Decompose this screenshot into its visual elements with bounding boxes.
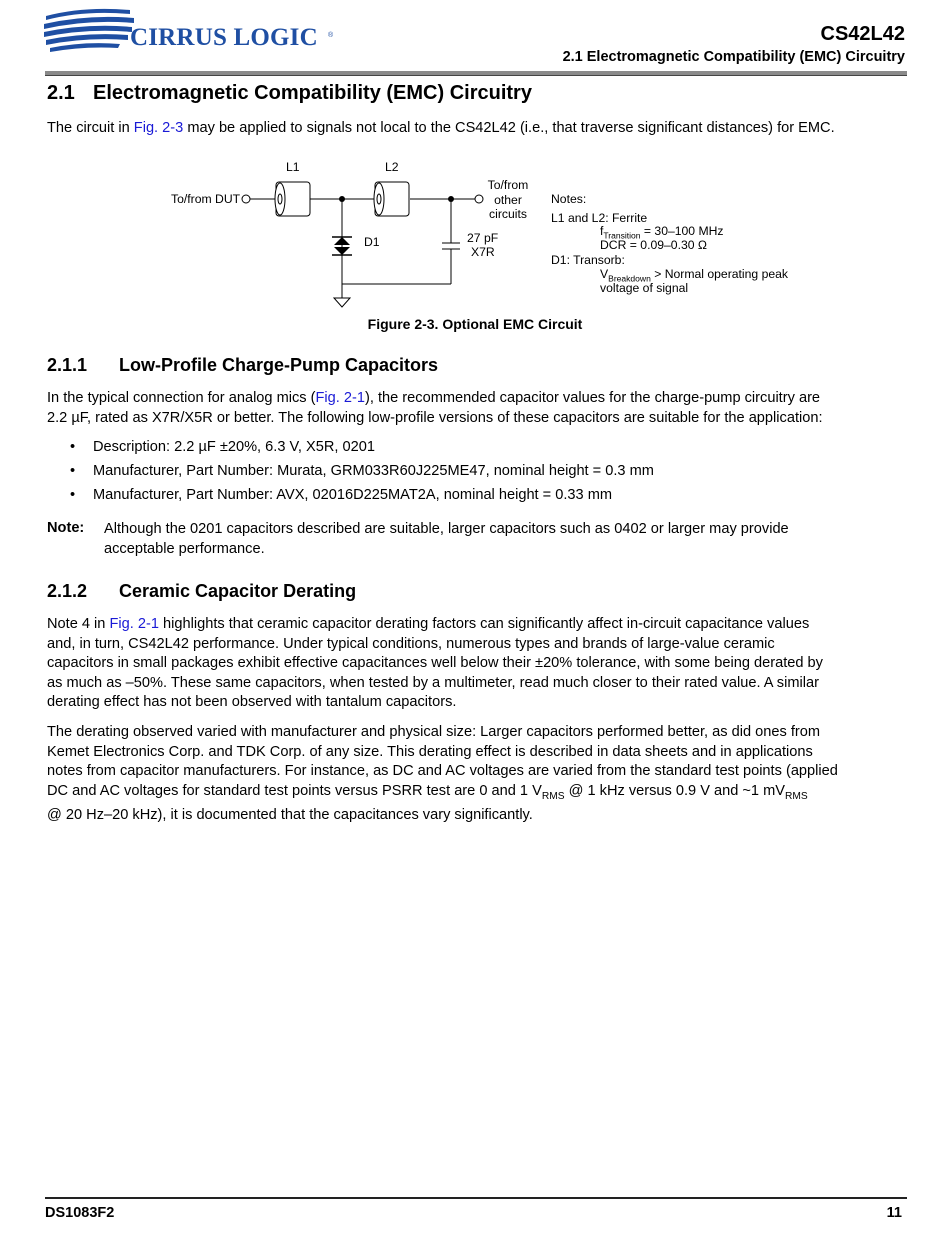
note-v-breakdown-cont: voltage of signal — [600, 281, 689, 295]
paragraph-line: as much as –50%. These same capacitors, when tested by a multimeter, read much closer to their rated value. A similar — [47, 674, 819, 691]
circuit-schematic — [0, 0, 950, 320]
note-text — [104, 520, 904, 559]
section-number: 2.1.2 — [47, 581, 88, 601]
logo-text: CIRRUS LOGIC — [130, 24, 318, 51]
label-l2: L2 — [385, 160, 399, 174]
f-subscript: Transition — [603, 230, 641, 241]
paragraph-line: @ 20 Hz–20 kHz), it is documented that the capacitances vary significantly. — [47, 806, 533, 823]
derating-paragraph-2 — [47, 723, 907, 825]
paragraph-line: Kemet Electronics Corp. and TDK Corp. of any size. This derating effect is described in data sheets and in applications — [47, 743, 813, 760]
header-part-number: CS42L42 — [820, 23, 905, 45]
intro-text: The circuit in — [47, 120, 134, 136]
note-transorb: D1: Transorb: — [551, 253, 625, 267]
figure-2-1-link[interactable]: Fig. 2-1 — [315, 390, 365, 406]
list-item — [70, 487, 612, 503]
subscript: RMS — [785, 790, 808, 802]
figure-2-1-link[interactable]: Fig. 2-1 — [109, 616, 159, 632]
paragraph-line: The derating observed varied with manufacturer and physical size: Larger capacitors performed better, as did ones from — [47, 724, 821, 740]
bullet-icon: • — [70, 463, 76, 479]
paragraph-line — [47, 389, 907, 409]
label-other-line2: other — [494, 192, 522, 207]
list-item — [70, 463, 654, 479]
v-subscript: Breakdown — [608, 273, 651, 284]
footer-doc-id: DS1083F2 — [45, 1205, 115, 1221]
label-other-line3: circuits — [489, 207, 527, 221]
charge-pump-paragraph — [47, 389, 907, 428]
label-l1: L1 — [286, 160, 300, 174]
figure-caption: Figure 2-3. Optional EMC Circuit — [367, 316, 583, 332]
f-value: = 30–100 MHz — [640, 224, 724, 238]
note-dcr: DCR = 0.09–0.30 Ω — [600, 238, 708, 252]
note-line: Although the 0201 capacitors described are suitable, larger capacitors such as 0402 or larger may provide — [104, 521, 789, 537]
derating-paragraph-1 — [47, 615, 907, 713]
subscript: RMS — [541, 790, 565, 802]
note-label: Note: — [47, 520, 85, 536]
paragraph-line — [47, 615, 907, 635]
note-ferrite: L1 and L2: Ferrite — [551, 211, 648, 225]
section-heading-2-1-2 — [47, 581, 356, 602]
label-dut: To/from DUT — [171, 192, 241, 206]
paragraph-line: notes from capacitor manufacturers. For instance, as DC and AC voltages are varied from the standard test points (applied — [47, 763, 838, 779]
note-line: acceptable performance. — [104, 540, 265, 557]
section-title: Ceramic Capacitor Derating — [119, 581, 357, 601]
emc-circuit-diagram — [0, 0, 950, 320]
v-value: > Normal operating peak — [650, 267, 789, 281]
f-symbol: f — [600, 224, 604, 238]
list-item-text: Manufacturer, Part Number: AVX, 02016D225MAT2A, nominal height = 0.33 mm — [93, 487, 613, 503]
list-item-text: Description: 2.2 µF ±20%, 6.3 V, X5R, 0201 — [93, 439, 375, 455]
logo-registered-mark: ® — [328, 32, 334, 39]
text: @ 1 kHz versus 0.9 V and ~1 mV — [564, 782, 785, 799]
bullet-icon: • — [70, 439, 76, 455]
label-other-circuits — [480, 178, 536, 222]
intro-text-cont: may be applied to signals not local to the CS42L42 (i.e., that traverse significant distances) for EMC. — [183, 120, 835, 136]
label-other-line1: To/from — [487, 178, 529, 192]
paragraph-line: and, in turn, CS42L42 performance. Under typical conditions, numerous types and brands of large-value ceramic — [47, 635, 775, 652]
text: DC and AC voltages for standard test points versus PSRR test are 0 and 1 V — [47, 782, 542, 799]
list-item — [70, 439, 375, 455]
label-d1: D1 — [364, 235, 380, 249]
paragraph-line — [47, 782, 907, 806]
section-heading-2-1-1 — [47, 355, 438, 376]
section-title: Electromagnetic Compatibility (EMC) Circuitry — [93, 82, 532, 104]
section-number: 2.1.1 — [47, 355, 88, 375]
v-symbol: V — [600, 267, 609, 281]
figure-2-3-link[interactable]: Fig. 2-3 — [133, 120, 184, 136]
label-cap-type: X7R — [471, 245, 495, 259]
label-cap-value: 27 pF — [467, 231, 499, 245]
list-item-text: Manufacturer, Part Number: Murata, GRM033R60J225ME47, nominal height = 0.3 mm — [93, 463, 654, 479]
text: highlights that ceramic capacitor derating factors can significantly affect in-circuit capacitance values — [158, 616, 810, 632]
footer-page-number: 11 — [886, 1205, 902, 1221]
paragraph-line: 2.2 µF, rated as X7R/X5R or better. The following low-profile versions of these capacitors are suitable for the application: — [47, 409, 823, 426]
text: In the typical connection for analog mics ( — [47, 390, 316, 406]
footer-rule — [45, 1197, 907, 1199]
section-number: 2.1 — [47, 82, 75, 104]
header-section-title: 2.1 Electromagnetic Compatibility (EMC) Circuitry — [562, 49, 905, 65]
text: Note 4 in — [47, 616, 110, 632]
text: ), the recommended capacitor values for the charge-pump circuitry are — [365, 390, 821, 406]
paragraph-line: capacitors in small packages exhibit effective capacitances well below their ±20% tolerance, with some being derated by — [47, 655, 823, 671]
notes-title: Notes: — [551, 192, 587, 206]
paragraph-line: derating effect has not been observed with tantalum capacitors. — [47, 694, 457, 710]
section-title: Low-Profile Charge-Pump Capacitors — [119, 355, 439, 375]
bullet-icon: • — [70, 487, 76, 503]
